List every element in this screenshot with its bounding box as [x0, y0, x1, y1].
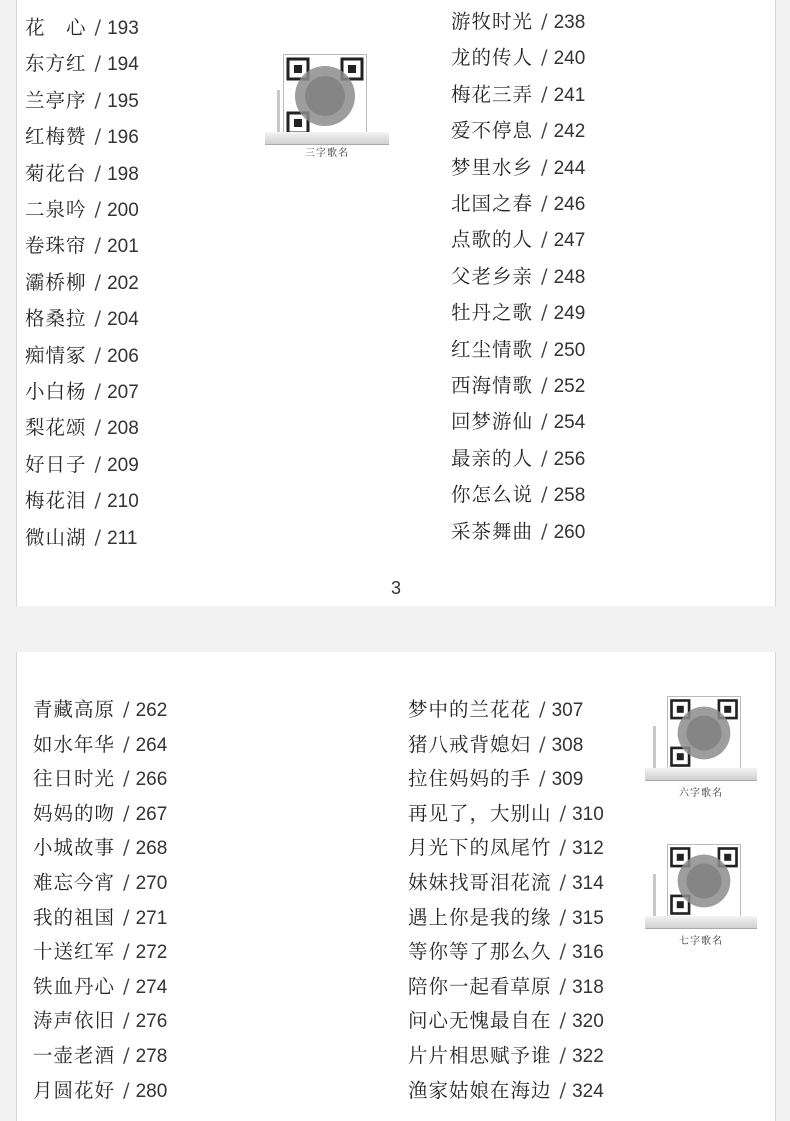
separator: / — [559, 871, 567, 894]
separator: / — [541, 264, 548, 288]
separator: / — [541, 374, 548, 397]
separator: / — [541, 301, 548, 325]
page-ref: 248 — [553, 266, 586, 288]
song-title: 陪你一起看草原 — [408, 974, 552, 998]
toc-entry[interactable] — [33, 1079, 167, 1103]
toc-entry[interactable] — [25, 489, 139, 513]
page-ref: 276 — [135, 1011, 168, 1033]
toc-entry[interactable] — [451, 447, 585, 471]
qr-code-three-char-songs[interactable] — [265, 54, 389, 164]
toc-entry[interactable] — [33, 906, 167, 930]
song-title: 你怎么说 — [451, 483, 534, 507]
separator: / — [123, 1044, 130, 1067]
separator: / — [94, 307, 102, 331]
separator: / — [559, 801, 567, 825]
toc-entry[interactable] — [451, 10, 585, 34]
song-title: 龙的传人 — [451, 46, 534, 70]
song-title: 问心无愧最自在 — [408, 1009, 552, 1033]
page-ref: 238 — [553, 12, 586, 33]
separator: / — [94, 161, 102, 185]
song-title: 牡丹之歌 — [451, 301, 534, 325]
toc-entry[interactable] — [408, 1079, 604, 1103]
page-ref: 264 — [135, 734, 168, 756]
page-ref: 267 — [135, 803, 168, 825]
song-title: 西海情歌 — [451, 374, 534, 397]
song-title: 卷珠帘 — [25, 234, 87, 258]
song-title: 北国之春 — [451, 192, 534, 215]
toc-entry[interactable] — [451, 265, 585, 289]
separator: / — [94, 525, 102, 549]
song-title: 一壶老酒 — [33, 1044, 116, 1067]
toc-entry[interactable] — [408, 733, 583, 757]
song-title: 最亲的人 — [451, 446, 534, 470]
separator: / — [123, 732, 130, 756]
page-ref: 309 — [551, 769, 584, 791]
page-ref: 250 — [553, 339, 586, 361]
toc-entry[interactable] — [33, 871, 167, 895]
toc-entry[interactable] — [25, 344, 139, 368]
song-title: 梅花泪 — [25, 489, 87, 513]
separator: / — [539, 698, 546, 721]
separator: / — [559, 1044, 567, 1067]
separator: / — [94, 16, 102, 39]
page-ref: 207 — [107, 382, 139, 403]
page-ref: 320 — [572, 1011, 604, 1033]
separator: / — [94, 52, 102, 76]
page-ref: 318 — [572, 976, 604, 998]
song-title: 再见了，大别山 — [408, 801, 552, 825]
separator: / — [94, 198, 102, 221]
song-title: 拉住妈妈的手 — [408, 767, 532, 791]
toc-entry[interactable] — [408, 802, 604, 826]
separator: / — [94, 88, 102, 112]
page-ref: 200 — [107, 200, 139, 221]
page-ref: 244 — [553, 157, 586, 179]
page-ref: 201 — [107, 236, 139, 258]
song-title: 梦中的兰花花 — [408, 698, 532, 721]
qr-caption: 三字歌名 — [305, 148, 349, 159]
song-title: 兰亭序 — [25, 88, 87, 112]
page-ref: 204 — [107, 309, 139, 331]
page-ref: 240 — [553, 48, 586, 70]
separator: / — [94, 416, 102, 440]
separator: / — [541, 337, 548, 361]
page-ref: 324 — [572, 1080, 604, 1102]
separator: / — [541, 82, 548, 106]
song-title: 菊花台 — [25, 161, 87, 185]
toc-entry[interactable] — [451, 483, 585, 507]
separator: / — [123, 836, 130, 860]
page-ref: 211 — [107, 527, 138, 549]
page-ref: 193 — [107, 18, 139, 39]
separator: / — [539, 767, 546, 791]
toc-entry[interactable] — [451, 46, 585, 70]
page-ref: 262 — [135, 700, 168, 721]
song-title: 爱不停息 — [451, 119, 534, 143]
separator: / — [123, 698, 130, 721]
separator: / — [123, 871, 130, 894]
page-ref: 208 — [107, 418, 139, 440]
toc-entry[interactable] — [451, 83, 585, 107]
toc-entry[interactable] — [408, 698, 583, 722]
page-ref: 278 — [135, 1046, 168, 1067]
page-ref: 258 — [553, 485, 586, 507]
song-title: 我的祖国 — [33, 905, 116, 929]
song-title: 花 心 — [25, 16, 87, 39]
song-title: 红梅赞 — [25, 125, 87, 149]
qr-code-six-char-songs[interactable] — [645, 696, 769, 806]
page-ref: 242 — [553, 121, 586, 143]
toc-entry[interactable] — [408, 836, 604, 860]
separator: / — [123, 974, 130, 998]
page-ref: 314 — [572, 873, 604, 894]
page-ref: 247 — [553, 230, 586, 252]
song-title: 遇上你是我的缘 — [408, 905, 552, 929]
qr-code-image — [283, 54, 367, 138]
page-ref: 195 — [107, 90, 139, 112]
song-title: 格桑拉 — [25, 307, 87, 331]
qr-code-image — [667, 844, 741, 918]
toc-entry[interactable] — [408, 871, 604, 895]
toc-entry[interactable] — [33, 698, 167, 722]
song-title: 月圆花好 — [33, 1078, 116, 1102]
page-ref: 270 — [135, 873, 168, 894]
toc-entry[interactable] — [25, 162, 139, 186]
page-ref: 312 — [572, 838, 604, 860]
page-ref: 196 — [107, 127, 139, 149]
song-title: 梅花三弄 — [451, 82, 534, 106]
separator: / — [559, 836, 567, 860]
separator: / — [559, 940, 567, 964]
separator: / — [123, 1078, 130, 1102]
song-title: 痴情冢 — [25, 343, 87, 367]
toc-entry[interactable] — [33, 975, 167, 999]
separator: / — [123, 767, 130, 791]
separator: / — [559, 905, 567, 929]
separator: / — [541, 10, 548, 33]
song-title: 妹妹找哥泪花流 — [408, 871, 552, 894]
toc-page-upper — [16, 0, 776, 606]
song-title: 回梦游仙 — [451, 410, 534, 434]
page-ref: 252 — [553, 376, 586, 397]
toc-entry[interactable] — [33, 1009, 167, 1033]
song-title: 青藏高原 — [33, 698, 116, 721]
song-title: 采茶舞曲 — [451, 519, 534, 543]
toc-entry[interactable] — [451, 192, 585, 216]
toc-entry[interactable] — [33, 802, 167, 826]
toc-entry[interactable] — [25, 271, 139, 295]
separator: / — [559, 974, 567, 998]
toc-entry[interactable] — [451, 374, 585, 398]
song-title: 涛声依旧 — [33, 1009, 116, 1033]
qr-code-image — [667, 696, 741, 770]
toc-entry[interactable] — [451, 520, 585, 544]
toc-entry[interactable] — [25, 52, 139, 76]
separator: / — [123, 940, 130, 964]
song-title: 如水年华 — [33, 732, 116, 756]
toc-entry[interactable] — [451, 156, 585, 180]
song-title: 红尘情歌 — [451, 337, 534, 361]
toc-entry[interactable] — [25, 380, 139, 404]
page-ref: 316 — [572, 942, 604, 964]
toc-page-lower — [16, 652, 776, 1121]
toc-entry[interactable] — [408, 940, 604, 964]
toc-entry[interactable] — [25, 416, 139, 440]
page-ref: 266 — [135, 769, 168, 791]
toc-entry[interactable] — [25, 125, 139, 149]
toc-entry[interactable] — [25, 526, 137, 550]
separator: / — [94, 452, 102, 476]
toc-entry[interactable] — [33, 767, 167, 791]
toc-entry[interactable] — [451, 338, 585, 362]
song-title: 等你等了那么久 — [408, 940, 552, 964]
song-title: 月光下的凤尾竹 — [408, 836, 552, 860]
separator: / — [94, 343, 102, 367]
separator: / — [123, 1009, 130, 1033]
separator: / — [559, 1009, 567, 1033]
page-ref: 268 — [135, 838, 168, 860]
page-ref: 315 — [572, 907, 604, 929]
toc-entry[interactable] — [25, 16, 139, 40]
separator: / — [94, 234, 102, 258]
page-ref: 322 — [572, 1046, 604, 1067]
separator: / — [94, 489, 102, 513]
page-ref: 254 — [553, 412, 586, 434]
separator: / — [94, 380, 102, 403]
song-title: 猪八戒背媳妇 — [408, 732, 532, 756]
qr-stand-pole — [277, 90, 280, 136]
separator: / — [541, 446, 548, 470]
toc-entry[interactable] — [451, 410, 585, 434]
toc-entry[interactable] — [408, 1044, 604, 1068]
separator: / — [541, 119, 548, 143]
qr-stand-pole — [653, 726, 656, 770]
song-title: 灞桥柳 — [25, 270, 87, 294]
song-title: 梨花颂 — [25, 416, 87, 440]
page-ref: 209 — [107, 454, 139, 476]
toc-entry[interactable] — [451, 301, 585, 325]
page-ref: 249 — [553, 303, 586, 325]
qr-code-seven-char-songs[interactable] — [645, 844, 769, 954]
song-title: 十送红军 — [33, 940, 116, 964]
page-ref: 307 — [551, 700, 584, 721]
page-ref: 271 — [135, 907, 168, 929]
toc-entry[interactable] — [451, 119, 585, 143]
toc-entry[interactable] — [408, 767, 583, 791]
song-title: 渔家姑娘在海边 — [408, 1078, 552, 1102]
toc-entry[interactable] — [25, 307, 139, 331]
song-title: 父老乡亲 — [451, 264, 534, 288]
page-ref: 272 — [135, 942, 168, 964]
toc-entry[interactable] — [408, 975, 604, 999]
page-ref: 308 — [551, 734, 584, 756]
song-title: 往日时光 — [33, 767, 116, 791]
qr-caption: 六字歌名 — [679, 788, 723, 799]
page-ref: 310 — [572, 803, 604, 825]
qr-stand-base — [645, 916, 757, 929]
page-number: 3 — [390, 578, 401, 598]
toc-entry[interactable] — [408, 1009, 604, 1033]
toc-entry[interactable] — [25, 453, 139, 477]
separator: / — [94, 270, 102, 294]
toc-entry[interactable] — [33, 940, 167, 964]
page-ref: 280 — [135, 1080, 168, 1102]
song-title: 铁血丹心 — [33, 974, 116, 998]
toc-entry[interactable] — [408, 906, 604, 930]
song-title: 点歌的人 — [451, 228, 534, 252]
separator: / — [541, 483, 548, 507]
separator: / — [541, 410, 548, 434]
page-ref: 198 — [107, 163, 139, 185]
song-title: 小城故事 — [33, 836, 116, 860]
page-ref: 206 — [107, 345, 139, 367]
song-title: 梦里水乡 — [451, 155, 534, 179]
page-ref: 202 — [107, 272, 139, 294]
separator: / — [541, 228, 548, 252]
separator: / — [541, 192, 548, 215]
song-title: 片片相思赋予谁 — [408, 1044, 552, 1067]
separator: / — [94, 125, 102, 149]
song-title: 游牧时光 — [451, 10, 534, 33]
separator: / — [539, 732, 546, 756]
song-title: 二泉吟 — [25, 198, 87, 221]
separator: / — [541, 46, 548, 70]
separator: / — [541, 519, 548, 543]
toc-entry[interactable] — [33, 1044, 167, 1068]
separator: / — [123, 905, 130, 929]
song-title: 妈妈的吻 — [33, 801, 116, 825]
song-title: 小白杨 — [25, 380, 87, 403]
toc-entry[interactable] — [33, 836, 167, 860]
separator: / — [123, 801, 130, 825]
page-ref: 241 — [553, 84, 586, 106]
toc-entry[interactable] — [33, 733, 167, 757]
page-ref: 246 — [553, 194, 586, 215]
toc-entry[interactable] — [25, 89, 139, 113]
page-ref: 260 — [553, 521, 586, 543]
toc-entry[interactable] — [451, 228, 585, 252]
page-ref: 210 — [107, 491, 139, 513]
qr-caption: 七字歌名 — [679, 936, 723, 947]
separator: / — [541, 155, 548, 179]
song-title: 东方红 — [25, 52, 87, 76]
qr-stand-pole — [653, 874, 656, 918]
separator: / — [559, 1078, 567, 1102]
page-ref: 194 — [107, 54, 139, 76]
song-title: 微山湖 — [25, 525, 87, 549]
page-ref: 256 — [553, 448, 586, 470]
page-ref: 274 — [135, 976, 168, 998]
toc-entry[interactable] — [25, 198, 139, 222]
song-title: 难忘今宵 — [33, 871, 116, 894]
song-title: 好日子 — [25, 452, 87, 476]
toc-entry[interactable] — [25, 234, 139, 258]
qr-stand-base — [645, 768, 757, 781]
